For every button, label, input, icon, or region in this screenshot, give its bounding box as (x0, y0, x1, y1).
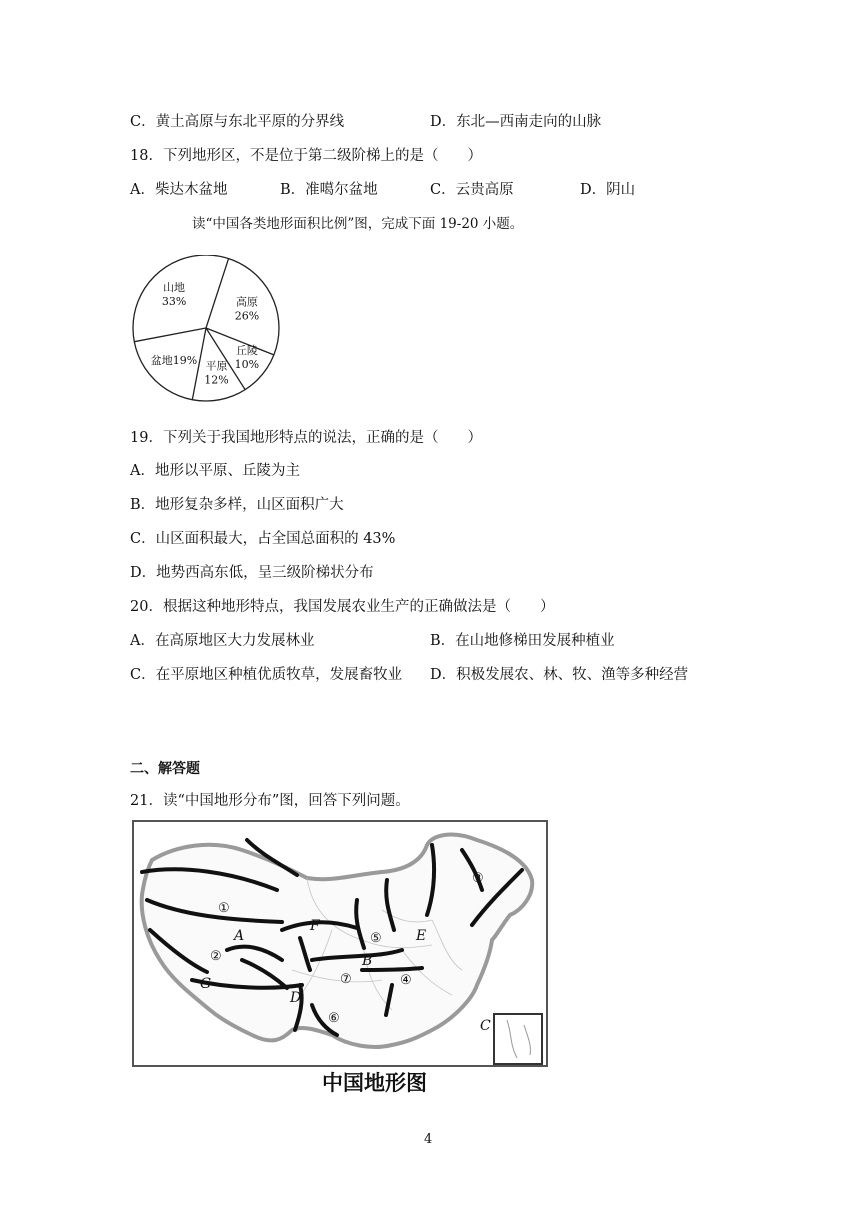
label-region-6: ⑥ (328, 1011, 340, 1026)
q20-option-a: A．在高原地区大力发展林业 (130, 633, 315, 649)
pie-svg (128, 255, 288, 405)
label-letter-f: F (310, 918, 320, 934)
label-letter-b: B (362, 953, 373, 969)
pie-slice-label: 丘陵 (235, 343, 258, 357)
map-svg (132, 820, 552, 1100)
pie-slice-label: 山地 (163, 281, 186, 295)
q20-option-d: D．积极发展农、林、牧、渔等多种经营 (430, 667, 689, 683)
label-letter-d: D (290, 990, 302, 1006)
label-letter-c: C (480, 1018, 491, 1034)
section-title: 二、解答题 (130, 761, 200, 777)
q19-option-d: D．地势西高东低，呈三级阶梯状分布 (130, 565, 374, 581)
pie-slice-label: 平原 (205, 359, 228, 373)
pie-slice-value: 12% (204, 373, 229, 387)
label-region-7: ⑦ (340, 972, 352, 987)
q18-option-c: C．云贵高原 (430, 182, 514, 198)
south-china-sea-inset (494, 1014, 542, 1064)
q19-stem: 19．下列关于我国地形特点的说法，正确的是（ ） (130, 430, 482, 446)
china-terrain-map (132, 820, 552, 1104)
q18-option-d: D．阴山 (580, 182, 636, 198)
q17-option-d: D．东北—西南走向的山脉 (430, 114, 602, 130)
label-letter-a: A (234, 928, 245, 944)
label-letter-g: G (200, 976, 212, 992)
pie-slice-value: 26% (234, 309, 260, 323)
q19-option-c: C．山区面积最大，占全国总面积的 43% (130, 531, 396, 547)
pie-slice-value: 10% (234, 357, 260, 371)
pie-slice-label: 盆地19% (150, 354, 198, 368)
q18-option-a: A．柴达木盆地 (130, 182, 228, 198)
q18-stem: 18．下列地形区，不是位于第二级阶梯上的是（ ） (130, 148, 482, 164)
label-region-3: ③ (472, 871, 484, 886)
q18-option-b: B．准噶尔盆地 (280, 182, 378, 198)
q21-stem: 21．读“中国地形分布”图，回答下列问题。 (130, 793, 410, 809)
label-region-1: ① (218, 901, 230, 916)
q20-stem: 20．根据这种地形特点，我国发展农业生产的正确做法是（ ） (130, 599, 555, 615)
label-region-4: ④ (400, 973, 412, 988)
label-region-2: ② (210, 949, 222, 964)
q19-option-b: B．地形复杂多样，山区面积广大 (130, 497, 344, 513)
label-letter-e: E (416, 928, 427, 944)
q20-option-b: B．在山地修梯田发展种植业 (430, 633, 615, 649)
terrain-pie-chart (128, 255, 288, 409)
chart-intro: 读“中国各类地形面积比例”图，完成下面 19-20 小题。 (192, 216, 524, 232)
label-region-5: ⑤ (370, 931, 382, 946)
pie-slice-value: 33% (161, 295, 187, 309)
q17-option-c: C．黄土高原与东北平原的分界线 (130, 114, 345, 130)
q19-option-a: A．地形以平原、丘陵为主 (130, 463, 300, 479)
pie-slice-label: 高原 (235, 295, 258, 309)
q20-option-c: C．在平原地区种植优质牧草，发展畜牧业 (130, 667, 403, 683)
map-caption: 中国地形图 (322, 1071, 427, 1095)
page-number: 4 (424, 1132, 433, 1147)
